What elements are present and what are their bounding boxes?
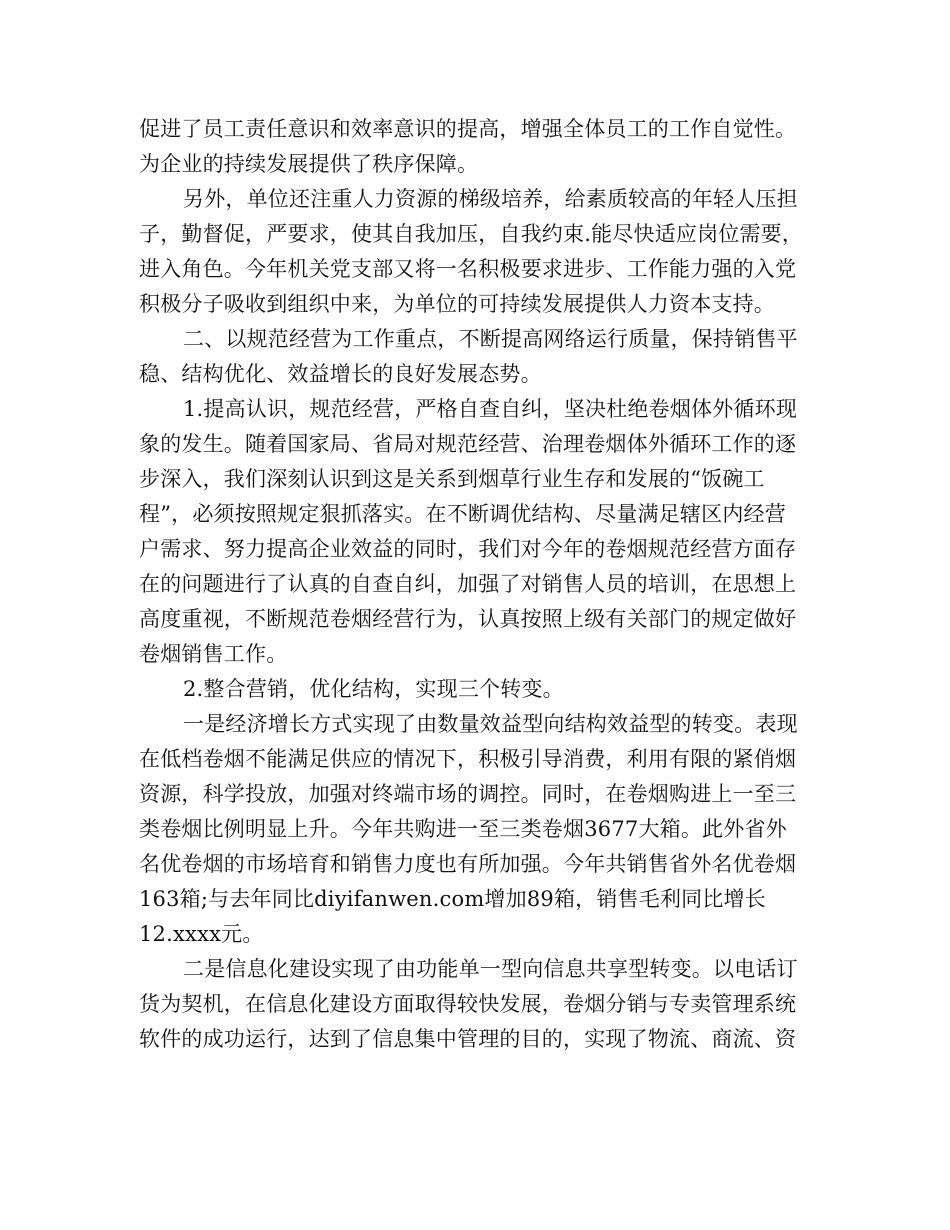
text-line-26: 货为契机，在信息化建设方面取得较快发展，卷烟分销与专卖管理系统 bbox=[139, 992, 797, 1016]
text-line-8: 稳、结构优化、效益增长的良好发展态势。 bbox=[139, 362, 542, 386]
text-line-22: 名优卷烟的市场培育和销售力度也有所加强。今年共销售省外名优卷烟 bbox=[139, 852, 797, 876]
text-line-15: 高度重视，不断规范卷烟经营行为，认真按照上级有关部门的规定做好 bbox=[139, 607, 797, 631]
text-line-3: 另外，单位还注重人力资源的梯级培养，给素质较高的年轻人压担 bbox=[183, 187, 798, 211]
text-line-21: 类卷烟比例明显上升。今年共购进一至三类卷烟3677大箱。此外省外 bbox=[139, 817, 787, 841]
text-line-9: 1.提高认识，规范经营，严格自查自纠，坚决杜绝卷烟体外循环现 bbox=[183, 397, 798, 421]
text-line-20: 资源，科学投放，加强对终端市场的调控。同时，在卷烟购进上一至三 bbox=[139, 782, 797, 806]
text-line-19: 在低档卷烟不能满足供应的情况下，积极引导消费，利用有限的紧俏烟 bbox=[139, 747, 797, 771]
text-line-25: 二是信息化建设实现了由功能单一型向信息共享型转变。以电话订 bbox=[183, 957, 798, 981]
text-line-12: 程”，必须按照规定狠抓落实。在不断调优结构、尽量满足辖区内经营 bbox=[139, 502, 786, 526]
text-line-14: 在的问题进行了认真的自查自纠，加强了对销售人员的培训，在思想上 bbox=[139, 572, 797, 596]
text-line-1: 促进了员工责任意识和效率意识的提高，增强全体员工的工作自觉性。 bbox=[139, 117, 797, 141]
text-line-24: 12.xxxx元。 bbox=[139, 922, 264, 946]
text-line-2: 为企业的持续发展提供了秩序保障。 bbox=[139, 152, 479, 176]
text-line-6: 积极分子吸收到组织中来，为单位的可持续发展提供人力资本支持。 bbox=[139, 292, 775, 316]
text-line-23: 163箱;与去年同比diyifanwen.com增加89箱，销售毛利同比增长 bbox=[139, 887, 766, 911]
text-line-10: 象的发生。随着国家局、省局对规范经营、治理卷烟体外循环工作的逐 bbox=[139, 432, 797, 456]
text-line-7: 二、以规范经营为工作重点，不断提高网络运行质量，保持销售平 bbox=[183, 327, 798, 351]
text-line-27: 软件的成功运行，达到了信息集中管理的目的，实现了物流、商流、资 bbox=[139, 1027, 797, 1051]
document-body bbox=[139, 112, 819, 1057]
text-line-13: 户需求、努力提高企业效益的同时，我们对今年的卷烟规范经营方面存 bbox=[139, 537, 797, 561]
text-line-18: 一是经济增长方式实现了由数量效益型向结构效益型的转变。表现 bbox=[183, 712, 798, 736]
text-line-5: 进入角色。今年机关党支部又将一名积极要求进步、工作能力强的入党 bbox=[139, 257, 797, 281]
text-line-11: 步深入，我们深刻认识到这是关系到烟草行业生存和发展的“饭碗工 bbox=[139, 467, 765, 491]
text-line-17: 2.整合营销，优化结构，实现三个转变。 bbox=[183, 677, 564, 701]
text-line-16: 卷烟销售工作。 bbox=[139, 642, 288, 666]
text-line-4: 子，勤督促，严要求，使其自我加压，自我约束.能尽快适应岗位需要， bbox=[139, 222, 804, 246]
